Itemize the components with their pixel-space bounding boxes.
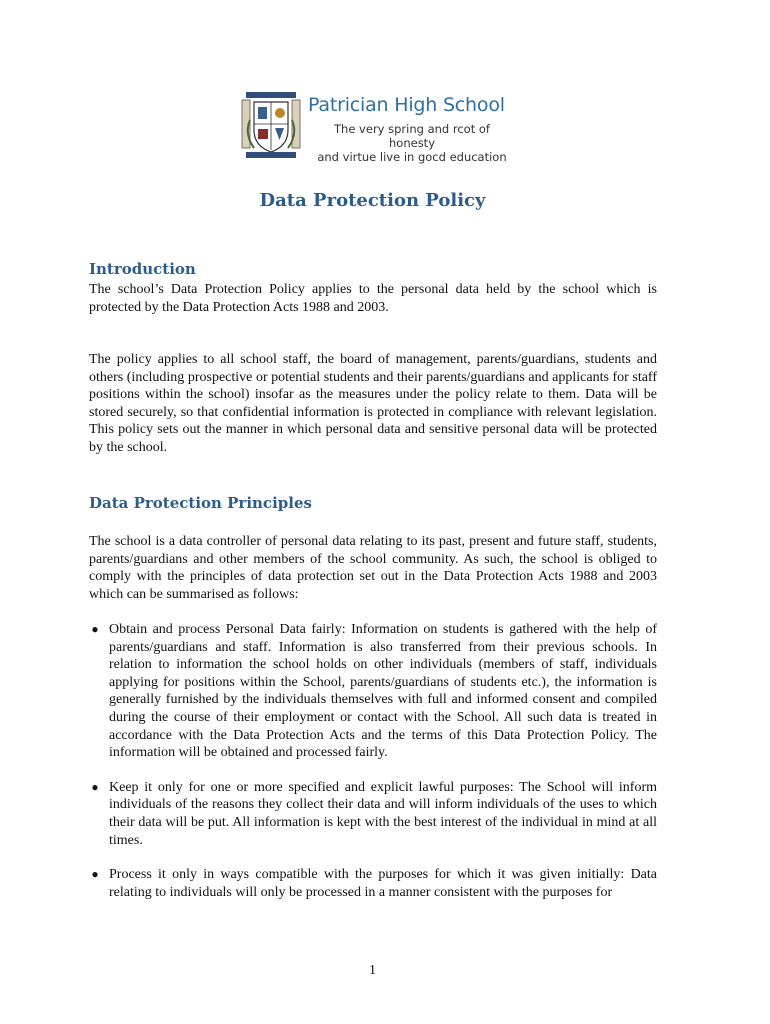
school-crest-logo [240,90,302,160]
paragraph: The policy applies to all school staff, the board of management, parents/guardians, students and others (including prospective or potential students and their parents/guardians and applicants for staff positions within the school) insofar as the measures under the policy relate to them. Data will be stored securely, so that confidential information is protected in compliance with relevant legislation. This policy sets out the manner in which personal data and sensitive personal data will be protected by the school. [89,352,657,455]
section-heading-introduction: Introduction [89,260,196,278]
school-header [240,90,540,162]
page-number: 1 [369,963,376,978]
bullet-icon: ● [91,779,99,794]
list-item-text: Obtain and process Personal Data fairly: Information on students is gathered with the help of parents/guardians and staff. Information is also transferred from their previous schools. In relation to information the school holds on other individuals (members of staff, individuals applying for positions within the School, parents/guardians of students etc.), the information is generally furnished by the individuals themselves with full and informed consent and compiled during the course of their employment or contact with the School. All such data is treated in accordance with the Data Protection Acts and the terms of this Data Protection Policy. The information will be obtained and processed fairly. [109,622,657,761]
paragraph: The school’s Data Protection Policy applies to the personal data held by the school which is protected by the Data Protection Acts 1988 and 2003. [89,282,657,315]
school-name: Patrician High School [308,94,505,116]
list-item-text: Keep it only for one or more specified and explicit lawful purposes: The School will inform individuals of the reasons they collect their data and will inform individuals of the uses to which their data will be put. All information is kept with the best interest of the individual in mind at all times. [109,779,657,848]
motto-line-2: and virtue live in gocd education [317,150,507,164]
motto-line-1: The very spring and rcot of honesty [334,122,490,150]
list-item [89,779,657,849]
section-heading-data-protection-principles: Data Protection Principles [89,494,312,512]
bullet-icon: ● [91,867,99,882]
list-item [89,621,657,762]
school-motto [312,122,512,164]
list-item-text: Process it only in ways compatible with the purposes for which it was given initially: Data relating to individuals will only be processed in a manner consistent with the purposes for [109,867,657,900]
bullet-icon: ● [91,622,99,636]
document-title: Data Protection Policy [259,190,486,211]
list-item [89,866,657,901]
principles-list [89,621,657,918]
paragraph: The school is a data controller of personal data relating to its past, present and future staff, students, parents/guardians and other members of the school community. As such, the school is obliged to comply with the principles of data protection set out in the Data Protection Acts 1988 and 2003 which can be summarised as follows: [89,534,657,602]
